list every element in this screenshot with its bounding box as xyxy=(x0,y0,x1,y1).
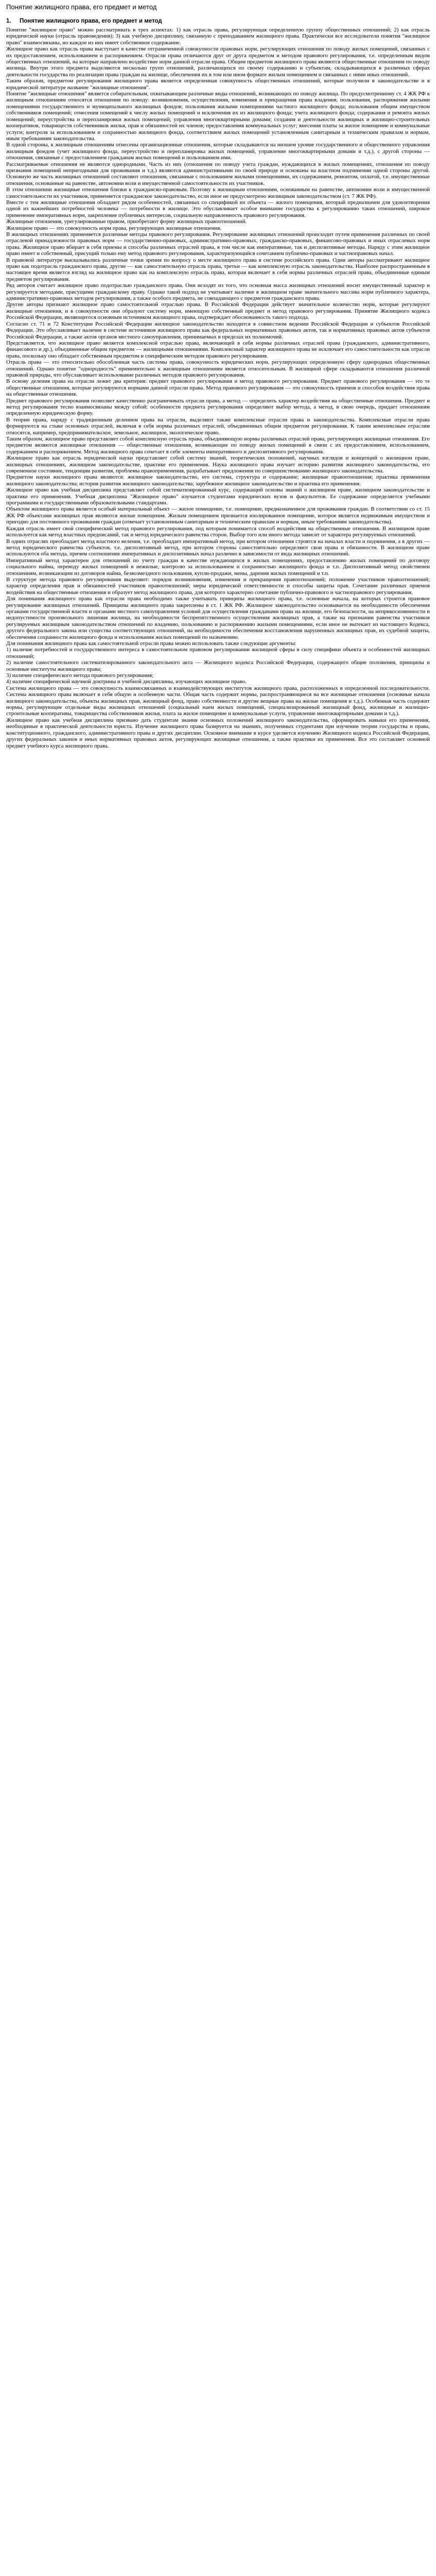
paragraph: Жилищное право как отрасль юридической науки представляет собой систему знаний, теоретических положений, научных взглядов и концепций о жилищном праве, жилищных отношениях, жилищном законодательстве, практике его применения. Наука жилищного права изучает историю развития жилищного законодательства, его современное состояние, тенденции развития, проблемы правоприменения, разрабатывает предложения по совершенствованию жилищного законодательства. xyxy=(6,455,430,474)
paragraph: Согласно ст. 71 и 72 Конституции Российской Федерации жилищное законодательство находится в совместном ведении Российской Федерации и субъектов Российской Федерации. Это обуславливает наличие в системе источников жилищного права как федеральных нормативных правовых актов, так и нормативных правовых актов субъектов Российской Федерации, а также актов органов местного самоуправления, принимаемых в пределах их полномочий. xyxy=(6,320,430,340)
paragraph: Каждая отрасль имеет свой специфический метод правового регулирования, под которым понимается способ воздействия на общественные отношения. В жилищном праве используется как метод властных предписаний, так и метод юридического равенства сторон. Выбор того или иного метода зависит от характера регулируемых отношений. xyxy=(6,525,430,538)
paragraph: Для понимания жилищного права как отрасли права необходимо также учитывать принципы жилищного права, т.е. основные начала, на которых строится правовое регулирование жилищных отношений. Принципы жилищного права закреплены в ст. 1 ЖК РФ. Жилищное законодательство основывается на необходимости обеспечения органами государственной власти и органами местного самоуправления условий для осуществления гражданами права на жилище, его безопасности, на неприкосновенности и недопустимости произвольного лишения жилища, на необходимости беспрепятственного осуществления жилищных прав, а также на признании равенства участников регулируемых жилищным законодательством отношений по владению, пользованию и распоряжению жилыми помещениями, если иное не вытекает из настоящего Кодекса, другого федерального закона или существа соответствующих отношений, на необходимости обеспечения восстановления нарушенных жилищных прав, их судебной защиты, обеспечения сохранности жилищного фонда и использования жилых помещений по назначению. xyxy=(6,596,430,640)
document-page xyxy=(0,0,436,754)
paragraph: Жилищное право — это совокупность норм права, регулирующих жилищные отношения. xyxy=(6,225,222,231)
paragraph: В основу деления права на отрасли лежит два критерия: предмет правового регулирования и метод правового регулирования. Предмет правового регулирования — это те общественные отношения, которые регулируются нормами данной отрасли права. Метод правового регулирования — это совокупность приемов и способов воздействия права на общественные отношения. xyxy=(6,378,430,398)
paragraph: Система жилищного права — это совокупность взаимосвязанных и взаимодействующих институтов жилищного права, расположенных в определенной последовательности. Система жилищного права включает в себя общую и особенную части. Общая часть содержит нормы, распространяющиеся на все жилищные отношения (основные начала жилищного законодательства, объекты жилищных прав, жилищный фонд, право собственности и другие вещные права на жилые помещения и т.д.). Особенная часть содержит нормы, регулирующие отдельные виды жилищных отношений (социальный наем жилых помещений, специализированный жилищный фонд, жилищные и жилищно-строительные кооперативы, товарищества собственников жилья, плата за жилое помещение и коммунальные услуги, управление многоквартирными домами и т.д.). xyxy=(6,685,430,717)
paragraph: 4) наличие специфической научной доктрины и учебной дисциплины, изучающих жилищное право. xyxy=(6,679,247,685)
paragraph: 3) наличие специфического метода правового регулирования; xyxy=(6,672,154,679)
paragraph: Объектом жилищного права является особый материальный объект — жилое помещение, т.е. помещение, предназначенное для проживания граждан. В соответствии со ст. 15 ЖК РФ объектами жилищных прав являются жилые помещения. Жилым помещением признается изолированное помещение, которое является недвижимым имуществом и пригодно для постоянного проживания граждан (отвечает установленным санитарным и техническим правилам и нормам, иным требованиям законодательства). xyxy=(6,506,430,526)
paragraph: Таким образом, предметом регулирования жилищного права является определенная совокупность общественных отношений, которые получили в законодательстве и в юридической литературе название "жилищные отношения". xyxy=(6,78,430,91)
paragraph: Для понимания жилищного права как самостоятельной отрасли права можно использовать также следующие аргументы: xyxy=(6,640,297,647)
paragraph: Предмет правового регулирования позволяет качественно разграничивать отрасли права, а метод — определить характер воздействия на общественные отношения. Предмет и метод регулирования тесно взаимосвязаны между собой: особенности предмета регулирования определяют выбор метода, а метод, в свою очередь, придает отношениям определенную юридическую форму. xyxy=(6,397,430,417)
paragraph: Предметом науки жилищного права являются: жилищное законодательство, его система, структура и содержание; жилищные правоотношения; практика применения жилищного законодательства; история развития жилищного законодательства; зарубежное жилищное законодательство и практика его применения. xyxy=(6,474,430,487)
paragraph: В этом отношении жилищные отношения близки к гражданско-правовым. Поэтому к жилищным отношениям, основанным на равенстве, автономии воли и имущественной самостоятельности их участников, применяется гражданское законодательство, если иное не предусмотрено жилищным законодательством (ст. 7 ЖК РФ). xyxy=(6,187,430,199)
section-heading-text: Понятие жилищного права, его предмет и метод xyxy=(20,18,162,24)
paragraph: Императивный метод характерен для отношений по учету граждан в качестве нуждающихся в жилых помещениях, предоставлению жилых помещений по договору социального найма, переводу жилых помещений в нежилые, контролю за использованием и сохранностью жилищного фонда и т.п. Диспозитивный метод свойственен отношениям, возникающим из договоров найма, безвозмездного пользования, купли-продажи, мены, дарения жилых помещений и т.п. xyxy=(6,557,430,577)
paragraph: Вместе с тем жилищные отношения обладают рядом особенностей, связанных со спецификой их объекта — жилого помещения, который предназначен для удовлетворения одной из важнейших потребностей человека — потребности в жилище. Это обуславливает особое внимание государства к регулированию таких отношений, широкое применение императивных норм, закрепление публичных интересов, социальную направленность правового регулирования. xyxy=(6,199,430,218)
section-number: 1. xyxy=(6,18,11,24)
paragraph: Отрасль права — это относительно обособленная часть системы права, совокупность юридических норм, регулирующих определенную сферу однородных общественных отношений. Однако понятие "однородность" применительно к жилищным отношениям является относительным. В жилищной сфере складываются отношения различной правовой природы, что обуславливает использование различных методов правового регулирования. xyxy=(6,359,430,378)
paragraph: Жилищное право как отрасль права выступает в качестве отграниченной совокупности правовых норм, регулирующих отношения по поводу жилых помещений, связанных с их предоставлением, использованием и распоряжением. Отрасли права отличаются друг от друга предметом и методом правового регулирования, т.е. определенным видом общественных отношений, на которые направлено воздействие норм данной отрасли права. Общим предметом жилищного права являются общественные отношения по поводу жилища. Внутри этого предмета выделяются несколько групп отношений, различающихся по своему содержанию и субъектам, складывающихся в различных сферах деятельности государства по реализации права граждан на жилище, обеспечения их в том или ином формате жилым помещением и связанных с ними иных отношений. xyxy=(6,46,430,78)
paragraph: Ряд авторов считает жилищное право подотраслью гражданского права. Они исходят из того, что основная масса жилищных отношений носит имущественный характер и регулируется методами, присущими гражданскому праву. Однако такой подход не учитывает наличие в жилищном праве значительного массива норм публичного характера, административно-правовых методов регулирования, а также особого предмета, не совпадающего с предметом гражданского права. xyxy=(6,282,430,302)
paragraph: В жилищных отношениях применяется различные методы правового регулирования. Регулирование жилищных отношений происходит путем применения различных по своей отраслевой принадлежности правовых норм — государственно-правовых, административно-правовых, гражданско-правовых, финансово-правовых и иных отраслевых норм права. Жилищное право вбирает в себя приемы и способы различных отраслей права, в том числе как императивные, так и диспозитивные методы. Наряду с этим жилищное право имеет и собственный, присущий только ему метод правового регулирования, характеризующийся сочетанием публично-правовых и частноправовых начал. xyxy=(6,231,430,257)
paragraph: 2) наличие самостоятельного систематизированного законодательного акта — Жилищного кодекса Российской Федерации, содержащего общие положения, принципы и основные институты жилищного права; xyxy=(6,659,430,672)
paragraph: Понятие "жилищное право" можно рассматривать в трех аспектах: 1) как отрасль права, регулирующая определенную группу общественных отношений; 2) как отрасль юридической науки (отрасль правоведения); 3) как учебную дисциплину, связанную с преподаванием жилищного права. Практически все исследователи понятия "жилищное право" взаимосвязаны, но каждое из них имеет собственное содержание. xyxy=(6,27,430,46)
paragraph: 1) наличие потребностей и государственного интереса в самостоятельном правовом регулировании жилищной сферы в силу специфики объекта и особенностей жилищных отношений; xyxy=(6,647,430,659)
section-heading xyxy=(6,18,430,25)
paragraph: Понятие "жилищные отношения" является собирательным, охватывающим различные виды отношений, возникающих по поводу жилища. По предусмотренному ст. 4 ЖК РФ к жилищным отношениям относятся отношения по поводу: возникновения, осуществления, изменения и прекращения права владения, пользования, распоряжения жилыми помещениями государственного и муниципального жилищных фондов; пользования жилыми помещениями частного жилищного фонда; пользования общим имуществом собственников помещений; отнесения помещений к числу жилых помещений и исключения их из жилищного фонда; учета жилищного фонда; содержания и ремонта жилых помещений; переустройства и перепланировки жилых помещений; управления многоквартирными домами; создания и деятельности жилищных и жилищно-строительных кооперативов, товариществ собственников жилья, прав и обязанностей их членов; предоставления коммунальных услуг; внесения платы за жилое помещение и коммунальные услуги; контроля за использованием и сохранностью жилищного фонда, соответствием жилых помещений установленным санитарным и техническим правилам и нормам, иным требованиям законодательства. xyxy=(6,91,430,142)
paragraph: Жилищные отношения, урегулированные правом, приобретают форму жилищных правоотношений. xyxy=(6,218,247,225)
paragraph: В правовой литературе высказывались различные точки зрения по вопросу о месте жилищного права в системе российского права. Одни авторы рассматривают жилищное право как подотрасль гражданского права, другие — как самостоятельную отрасль права, третьи — как комплексную отрасль законодательства. Наиболее распространенным в настоящее время является взгляд на жилищное право как на комплексную отрасль права, которая включает в себя нормы различных отраслей права, объединенные единым предметом регулирования. xyxy=(6,257,430,282)
paragraph: Другие авторы признают жилищное право самостоятельной отраслью права. В Российской Федерации действует значительное количество норм, которые регулируют жилищные отношения, и в совокупности они образуют систему норм, имеющую собственный предмет и метод правового регулирования. Принятие Жилищного кодекса Российской Федерации, являющегося основным источником жилищного права, подтверждает обоснованность такого подхода. xyxy=(6,301,430,321)
paragraph: В структуре метода правового регулирования выделяют: порядок возникновения, изменения и прекращения правоотношений; положение участников правоотношений; характер определения прав и обязанностей участников правоотношений; меры юридической ответственности и способы защиты прав. Сочетание различных приемов воздействия на общественные отношения и образует метод жилищного права, для которого характерно сочетание публично-правового и частноправового регулирования. xyxy=(6,576,430,596)
paragraph: Таким образом, жилищное право представляет собой комплексную отрасль права, объединяющую нормы различных отраслей права, регулирующих жилищные отношения. Его предметом являются жилищные отношения — общественные отношения, возникающие по поводу жилых помещений в связи с их предоставлением, использованием, содержанием и распоряжением. Метод жилищного права сочетает в себе элементы императивного и диспозитивного регулирования. xyxy=(6,436,430,455)
paragraph: Жилищное право как учебная дисциплина призвано дать студентам знания основных положений жилищного законодательства, сформировать навыки его применения, необходимые в практической деятельности юриста. Изучение жилищного права базируется на знаниях, полученных студентами при изучении теории государства и права, конституционного, гражданского, административного права и других дисциплин. Основное внимание в курсе уделяется изучению Жилищного кодекса Российской Федерации, других федеральных законов и иных нормативных правовых актов, регулирующих жилищные отношения, а также практики их применения. Все это составляет основной предмет учебного курса жилищного права. xyxy=(6,717,430,749)
paragraph: В теории права, наряду с традиционным делением права на отрасли, выделяют также комплексные отрасли права и законодательства. Комплексные отрасли права формируются на стыке основных отраслей, включая в себя нормы различных отраслей, объединенных общим предметом регулирования. К таким комплексным отраслям относятся, например, предпринимательское, земельное, жилищное, экологическое право. xyxy=(6,416,430,436)
article-body xyxy=(6,27,430,749)
paragraph: Жилищное право как учебная дисциплина представляет собой систематизированный курс, содержащий основы знаний о жилищном праве, жилищном законодательстве и практике его применения. Учебная дисциплина "Жилищное право" изучается студентами юридических вузов и факультетов. Ее содержание определяется учебными программами и государственными образовательными стандартами. xyxy=(6,487,430,506)
page-title: Понятие жилищного права, его предмет и метод xyxy=(6,3,157,11)
paragraph: Представляется, что жилищное право является комплексной отраслью права, включающей в себя нормы различных отраслей права (гражданского, административного, финансового и др.), объединенные общим предметом — жилищными отношениями. Комплексный характер жилищного права не исключает его самостоятельности как отрасли права, поскольку оно обладает собственным предметом и специфическим методом правового регулирования. xyxy=(6,340,430,359)
paragraph: Рассматриваемые отношения не являются однородными. Часть из них (отношения по поводу учета граждан, нуждающихся в жилых помещениях, отношения по поводу признания помещений непригодными для проживания и т.д.) являются административными по своей природе и основаны на властном подчинении одной стороны другой. Основную же часть жилищных отношений составляют отношения, связанные с пользованием жилыми помещениями, их содержанием, ремонтом, оплатой, т.е. имущественные отношения, основанные на равенстве, автономии воли и имущественной самостоятельности их участников. xyxy=(6,161,430,187)
paragraph: В одной стороны, к жилищным отношениям отнесены организационные отношения, которые складываются на низшем уровне государственного и общественного управления жилищным фондом (учет жилищного фонда, переустройство и перепланировка жилых помещений, управление многоквартирными домами и т.д.), с другой стороны — отношения, связанные с предоставлением гражданам жилых помещений и пользованием ими. xyxy=(6,142,430,161)
paragraph: В одних отраслях преобладает метод властного веления, т.е. преобладает императивный метод, при котором отношения строятся на началах власти и подчинения, а в других — метод юридического равенства субъектов, т.е. диспозитивный метод, при котором стороны самостоятельно определяют свои права и обязанности. В жилищном праве используются оба метода, причем соотношение императивных и диспозитивных начал различно в зависимости от вида жилищных отношений. xyxy=(6,538,430,557)
